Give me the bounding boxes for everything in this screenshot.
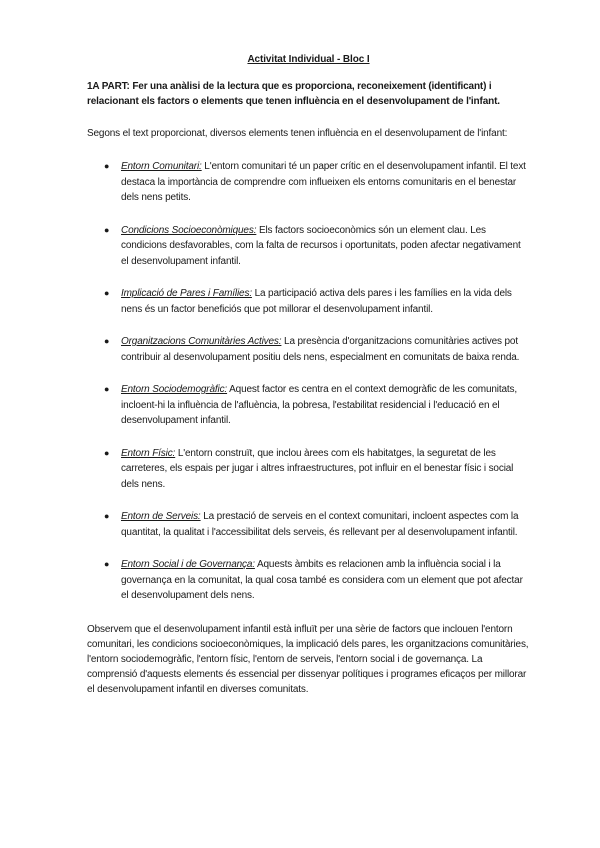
bullet-icon: ● bbox=[104, 288, 110, 298]
bullet-icon: ● bbox=[104, 447, 110, 458]
bullet-icon: ● bbox=[104, 511, 110, 521]
factor-item-entorn-comunitari bbox=[87, 159, 530, 206]
factor-item-entorn-fisic bbox=[87, 446, 530, 493]
factor-text: La participació activa dels pares i les famílies en la vida dels nens és un factor beneficiós que pot millorar el desenvolupament infantil. bbox=[121, 288, 512, 315]
conclusion-paragraph: Observem que el desenvolupament infantil està influït per una sèrie de factors que inclouen l'entorn comunitari, les condicions socioeconòmiques, la implicació dels pares, les organitzacions comunitàries, l'entorn sociodemogràfic, l'entorn físic, l'entorn de serveis, l'entorn social i de governança. La comprensió d'aquests elements és essencial per dissenyar polítiques i programes eficaços per millorar el desenvolupament infantil en diverses comunitats. bbox=[87, 623, 529, 695]
bullet-icon: ● bbox=[104, 336, 110, 346]
bullet-icon: ● bbox=[104, 224, 110, 235]
factor-name: Entorn Sociodemogràfic: bbox=[121, 384, 228, 395]
factor-item-condicions-socioeconomiques bbox=[87, 223, 530, 270]
factor-item-implicacio-pares bbox=[87, 286, 530, 317]
part-heading: 1A PART: Fer una anàlisi de la lectura que es proporciona, reconeixement (identificant) i relacionant els factors o elements que tenen influència en el desenvolupament de l'infant. bbox=[87, 81, 500, 107]
intro-paragraph: Segons el text proporcionat, diversos elements tenen influència en el desenvolupament de l'infant: bbox=[87, 128, 508, 139]
factor-text: L'entorn construït, que inclou àrees com els habitatges, la seguretat de les carreteres, els espais per jugar i altres infraestructures, pot influir en el benestar físic i social dels nens. bbox=[121, 447, 514, 490]
factor-item-entorn-sociodemografic bbox=[87, 382, 530, 429]
factor-text: L'entorn comunitari té un paper crític en el desenvolupament infantil. El text destaca la importància de comprendre com influeixen els entorns comunitaris en el benestar dels nens petits. bbox=[121, 161, 526, 203]
factor-name: Implicació de Pares i Famílies: bbox=[121, 288, 252, 299]
factor-name: Entorn de Serveis: bbox=[121, 511, 201, 522]
factor-text: Aquests àmbits es relacionen amb la influència social i la governança en la comunitat, la qual cosa també es considera com un element que pot afectar el desenvolupament dels nens. bbox=[121, 559, 523, 601]
factor-name: Entorn Social i de Governança: bbox=[121, 559, 255, 570]
factor-name: Entorn Comunitari: bbox=[121, 161, 202, 172]
factor-name: Entorn Físic: bbox=[121, 447, 176, 459]
bullet-icon: ● bbox=[104, 384, 110, 394]
factor-text: Els factors socioeconòmics són un element clau. Les condicions desfavorables, com la falta de recursos i oportunitats, poden afectar negativament el desenvolupament infantil. bbox=[121, 224, 521, 267]
factor-list bbox=[87, 159, 530, 604]
factor-name: Organitzacions Comunitàries Actives: bbox=[121, 336, 282, 347]
bullet-icon: ● bbox=[104, 559, 110, 569]
factor-item-entorn-serveis bbox=[87, 509, 530, 540]
bullet-icon: ● bbox=[104, 161, 110, 171]
factor-name: Condicions Socioeconòmiques: bbox=[121, 224, 257, 236]
factor-text: Aquest factor es centra en el context demogràfic de les comunitats, incloent-hi la influència de l'afluència, la pobresa, l'estabilitat residencial i l'educació en el desenvolupament infantil. bbox=[121, 384, 518, 426]
document-title: Activitat Individual - Bloc I bbox=[247, 54, 370, 65]
factor-item-organitzacions-comunitaries bbox=[87, 334, 530, 365]
factor-item-entorn-social-governanca bbox=[87, 557, 530, 604]
factor-text: La prestació de serveis en el context comunitari, incloent aspectes com la quantitat, la qualitat i l'accessibilitat dels serveis, és rellevant per al desenvolupament infantil. bbox=[121, 511, 519, 538]
factor-text: La presència d'organitzacions comunitàries actives pot contribuir al desenvolupament positiu dels nens, especialment en comunitats de baixa renda. bbox=[121, 336, 520, 363]
